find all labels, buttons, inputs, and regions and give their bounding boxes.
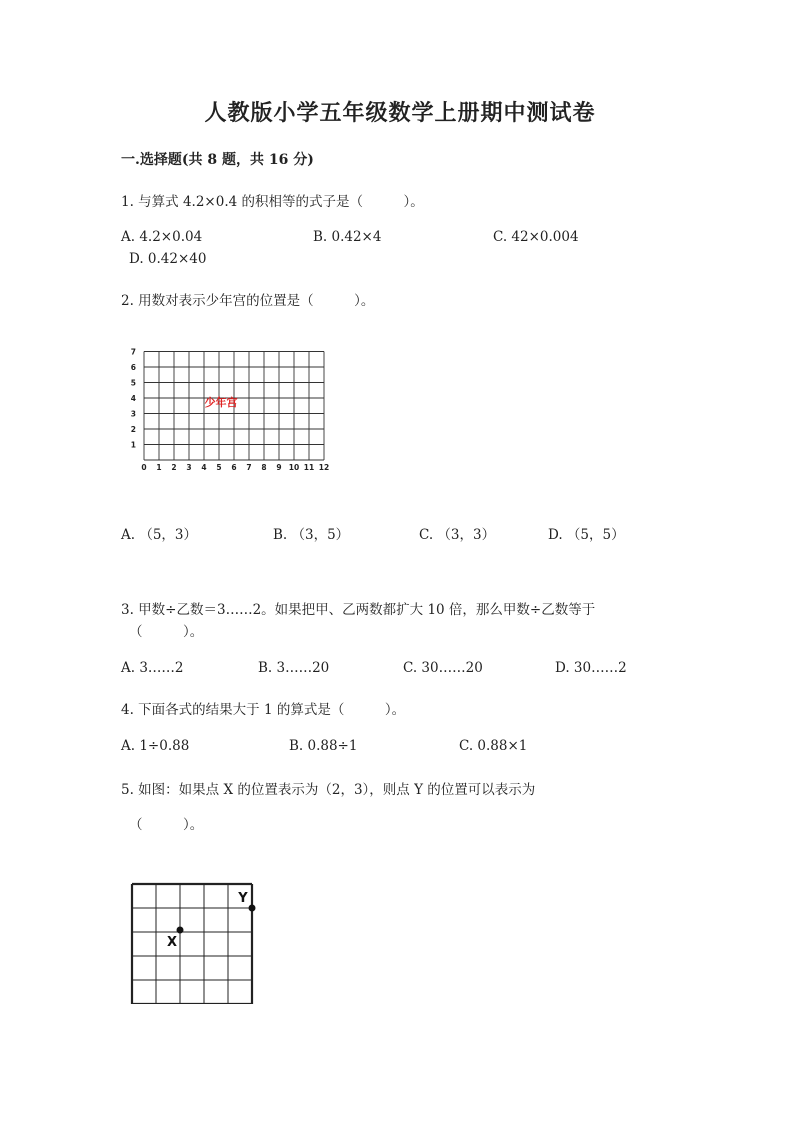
q2-option-a[interactable]: A. （5，3） (121, 527, 198, 543)
y-tick-label: 5 (130, 378, 136, 388)
x-tick-label: 8 (261, 463, 267, 472)
question-3-line-1: 3. 甲数÷乙数＝3……2。如果把甲、乙两数都扩大 10 倍，那么甲数÷乙数等于 (121, 602, 596, 618)
x-tick-label: 1 (156, 463, 162, 472)
x-tick-label: 5 (216, 463, 222, 472)
q4-option-c[interactable]: C. 0.88×1 (459, 738, 528, 754)
x-tick-label: 10 (288, 463, 300, 472)
coordinate-grid-figure (124, 344, 336, 474)
q3-option-a[interactable]: A. 3……2 (121, 660, 184, 676)
q1-option-a[interactable]: A. 4.2×0.04 (121, 229, 203, 245)
y-tick-label: 7 (130, 347, 136, 357)
section-heading: 一.选择题(共 8 题，共 16 分) (121, 152, 314, 168)
question-5-line-2: （ ）。 (129, 817, 204, 833)
y-tick-label: 2 (130, 425, 136, 434)
question-5-line-1: 5. 如图：如果点 X 的位置表示为（2，3），则点 Y 的位置可以表示为 (121, 782, 536, 798)
x-tick-label: 2 (171, 463, 177, 472)
x-axis-ticks (141, 463, 329, 472)
x-tick-label: 6 (231, 463, 237, 472)
q3-option-d[interactable]: D. 30……2 (555, 660, 627, 676)
page-title: 人教版小学五年级数学上册期中测试卷 (204, 100, 596, 126)
place-label-shaoniangong: 少年宫 (204, 396, 238, 409)
x-tick-label: 11 (303, 463, 315, 472)
y-tick-label: 1 (130, 440, 136, 450)
q2-option-d[interactable]: D. （5，5） (548, 527, 625, 543)
point-x-dot (177, 927, 184, 934)
x-tick-label: 4 (201, 463, 207, 472)
y-tick-label: 3 (130, 409, 136, 419)
q2-option-b[interactable]: B. （3，5） (273, 527, 350, 543)
x-tick-label: 7 (246, 463, 252, 472)
question-4: 4. 下面各式的结果大于 1 的算式是（ ）。 (121, 702, 406, 718)
question-1: 1. 与算式 4.2×0.4 的积相等的式子是（ ）。 (121, 194, 424, 210)
y-tick-label: 6 (130, 363, 136, 372)
x-tick-label: 9 (276, 463, 282, 472)
q3-option-b[interactable]: B. 3……20 (258, 660, 330, 676)
q4-option-a[interactable]: A. 1÷0.88 (121, 738, 190, 754)
x-tick-label: 0 (141, 463, 147, 472)
q2-option-c[interactable]: C. （3，3） (419, 527, 496, 543)
q1-option-d[interactable]: D. 0.42×40 (129, 251, 207, 267)
point-y-dot (249, 905, 256, 912)
q1-option-c[interactable]: C. 42×0.004 (493, 229, 579, 245)
y-tick-label: 4 (130, 394, 136, 403)
point-x-label: X (166, 935, 178, 950)
xy-point-grid-figure (128, 878, 264, 1004)
point-y-label: Y (238, 891, 248, 906)
q3-option-c[interactable]: C. 30……20 (403, 660, 483, 676)
question-2: 2. 用数对表示少年宫的位置是（ ）。 (121, 293, 375, 309)
y-axis-ticks (131, 348, 136, 450)
x-tick-label: 3 (186, 463, 192, 472)
q4-option-b[interactable]: B. 0.88÷1 (289, 738, 358, 754)
question-3-line-2: （ ）。 (129, 624, 204, 640)
q1-option-b[interactable]: B. 0.42×4 (313, 229, 382, 245)
x-tick-label: 12 (318, 463, 330, 472)
grid-lines (132, 884, 252, 1004)
